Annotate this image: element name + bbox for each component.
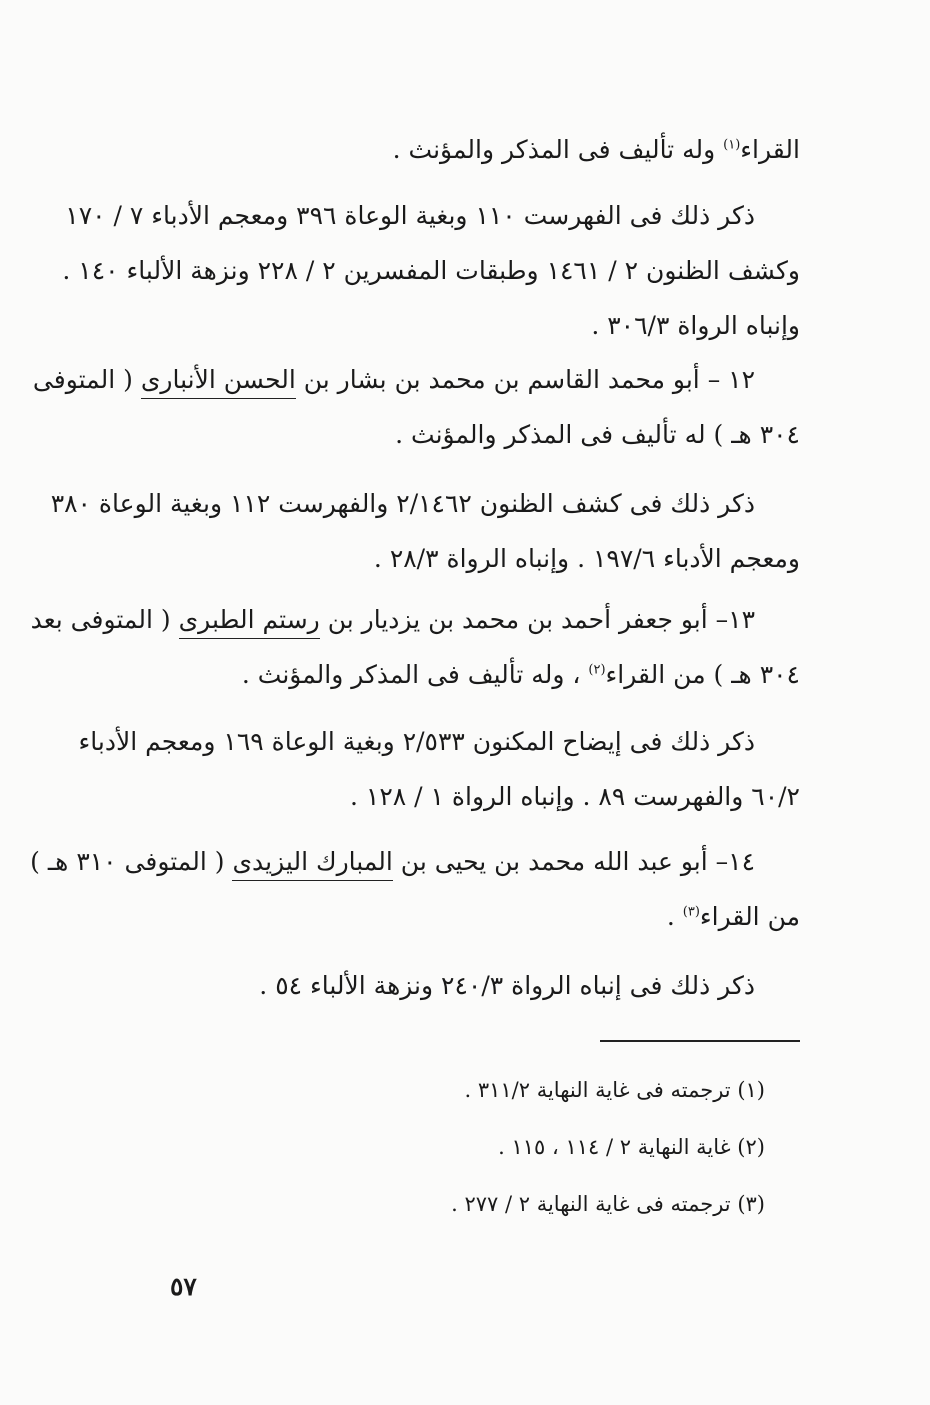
- text-run: من القراء: [699, 902, 800, 931]
- entry-name: أبو محمد القاسم بن محمد بن بشار بن: [303, 365, 700, 394]
- text-line: ذكر ذلك فى إيضاح المكنون ٢/٥٣٣ وبغية الوعاة ١٦٩ ومعجم الأدباء: [78, 727, 755, 756]
- entry-name-underlined: رستم الطبرى: [179, 605, 320, 639]
- footnote-separator: [600, 1040, 800, 1042]
- entry-name-underlined: الحسن الأنبارى: [141, 365, 296, 399]
- entry-12: [32, 352, 800, 462]
- footnote-2: (٢) غاية النهاية ٢ / ١١٤ ، ١١٥ .: [498, 1135, 765, 1159]
- entry-number: ١٢ –: [707, 365, 755, 394]
- entry-12-sources: [50, 476, 800, 586]
- entry-number: ١٤–: [715, 847, 755, 876]
- text-line: ٣٠٤ هـ ) له تأليف فى المذكر والمؤنث .: [395, 420, 800, 449]
- entry-number: ١٣–: [715, 605, 755, 634]
- entry-13-sources: [78, 714, 800, 824]
- entry-heading: [32, 352, 800, 407]
- footnote-ref: (٢): [588, 662, 606, 678]
- text-run: ٣٠٤ هـ ) من القراء: [605, 660, 800, 689]
- text-line: ذكر ذلك فى الفهرست ١١٠ وبغية الوعاة ٣٩٦ ومعجم الأدباء ٧ / ١٧٠: [65, 201, 755, 230]
- footnotes: [420, 1062, 765, 1233]
- entry-14-sources: [130, 958, 800, 1013]
- footnote-1: (١) ترجمته فى غاية النهاية ٣١١/٢ .: [464, 1078, 765, 1102]
- page-number: ٥٧: [170, 1272, 197, 1301]
- text-line: [130, 889, 800, 944]
- footnote-ref: (١): [723, 137, 741, 153]
- entry-name: أبو جعفر أحمد بن محمد بن يزديار بن: [327, 605, 708, 634]
- text-line: ذكر ذلك فى إنباه الرواة ٢٤٠/٣ ونزهة الألباء ٥٤ .: [259, 971, 755, 1000]
- entry-heading: [30, 592, 800, 647]
- text-line: ذكر ذلك فى كشف الظنون ٢/١٤٦٢ والفهرست ١١٢ وبغية الوعاة ٣٨٠: [50, 489, 755, 518]
- text-run: .: [666, 902, 675, 931]
- entry-heading: [30, 834, 800, 889]
- text-run: ، وله تأليف فى المذكر والمؤنث .: [241, 660, 581, 689]
- text-line: وإنباه الرواة ٣٠٦/٣ .: [591, 311, 800, 340]
- entry-14: [30, 834, 800, 944]
- text-line: ٦٠/٢ والفهرست ٨٩ . وإنباه الرواة ١ / ١٢٨ .: [350, 782, 800, 811]
- text-line: ومعجم الأدباء ١٩٧/٦ . وإنباه الرواة ٢٨/٣ .: [373, 544, 800, 573]
- text-run: وله تأليف فى المذكر والمؤنث .: [392, 135, 716, 164]
- entry-11-sources: [62, 188, 800, 353]
- text-run: ( المتوفى ٣١٠ هـ ): [30, 847, 225, 876]
- entry-11-continuation: [130, 122, 800, 177]
- footnote-3: (٣) ترجمته فى غاية النهاية ٢ / ٢٧٧ .: [451, 1192, 765, 1216]
- footnote-ref: (٣): [682, 904, 700, 920]
- text-line: [130, 647, 800, 702]
- entry-13: [30, 592, 800, 702]
- text-line: وكشف الظنون ٢ / ١٤٦١ وطبقات المفسرين ٢ / ٢٢٨ ونزهة الألباء ١٤٠ .: [62, 256, 800, 285]
- text-line: [130, 122, 800, 177]
- text-run: القراء: [740, 135, 800, 164]
- entry-name: أبو عبد الله محمد بن يحيى بن: [400, 847, 708, 876]
- entry-name-underlined: المبارك اليزيدى: [232, 847, 392, 881]
- text-run: ( المتوفى بعد: [30, 605, 171, 634]
- text-run: ( المتوفى: [32, 365, 133, 394]
